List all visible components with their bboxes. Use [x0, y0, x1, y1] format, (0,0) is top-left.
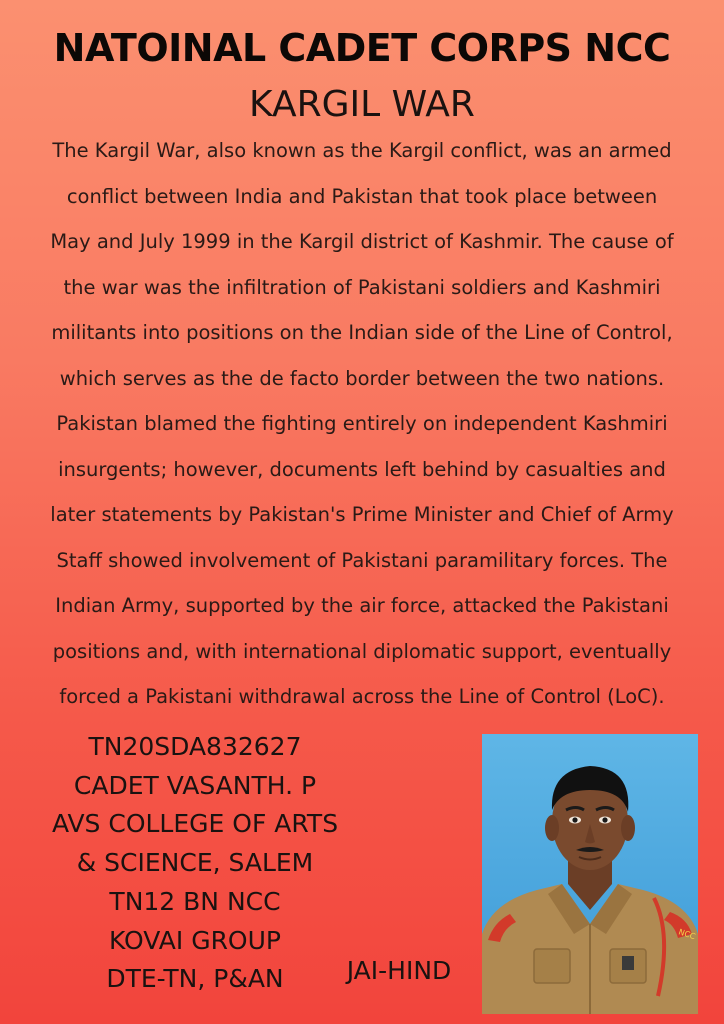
article-line: forced a Pakistani withdrawal across the Line of Control (LoC). [59, 685, 665, 708]
cadet-portrait-image [482, 734, 698, 1014]
article-line: Staff showed involvement of Pakistani paramilitary forces. The [56, 548, 668, 572]
article-line: militants into positions on the Indian side of the Line of Control, [51, 321, 673, 344]
article-line: Indian Army, supported by the air force, attacked the Pakistani [55, 594, 669, 617]
battalion: TN12 BN NCC [109, 886, 281, 916]
college-location: & SCIENCE, SALEM [76, 848, 314, 878]
cadet-photo [482, 734, 698, 1014]
article-line: The Kargil War, also known as the Kargil conflict, was an armed [52, 139, 672, 162]
article-line: insurgents; however, documents left behind by casualties and [58, 457, 666, 481]
article-line: the war was the infiltration of Pakistani soldiers and Kashmiri [63, 275, 661, 299]
directorate: DTE-TN, P&AN [106, 964, 284, 994]
article-line: Pakistan blamed the fighting entirely on independent Kashmiri [56, 412, 668, 435]
article-line: positions and, with international diplomatic support, eventually [52, 639, 672, 663]
cadet-id: TN20SDA832627 [88, 732, 302, 761]
group: KOVAI GROUP [109, 925, 281, 955]
article-line: conflict between India and Pakistan that took place between [66, 184, 658, 208]
page-subtitle: KARGIL WAR [249, 84, 475, 125]
salute-text: JAI-HIND [346, 956, 452, 985]
article-body [4, 128, 720, 720]
page-title: NATOINAL CADET CORPS NCC [53, 26, 671, 70]
college-name: AVS COLLEGE OF ARTS [51, 809, 339, 839]
cadet-name: CADET VASANTH. P [73, 770, 317, 800]
cadet-details [20, 728, 370, 999]
article-line: later statements by Pakistan's Prime Minister and Chief of Army [50, 503, 674, 526]
article-line: May and July 1999 in the Kargil district of Kashmir. The cause of [50, 230, 674, 253]
article-line: which serves as the de facto border between the two nations. [59, 366, 665, 390]
ncc-shoulder-badge: NCC [677, 927, 697, 942]
